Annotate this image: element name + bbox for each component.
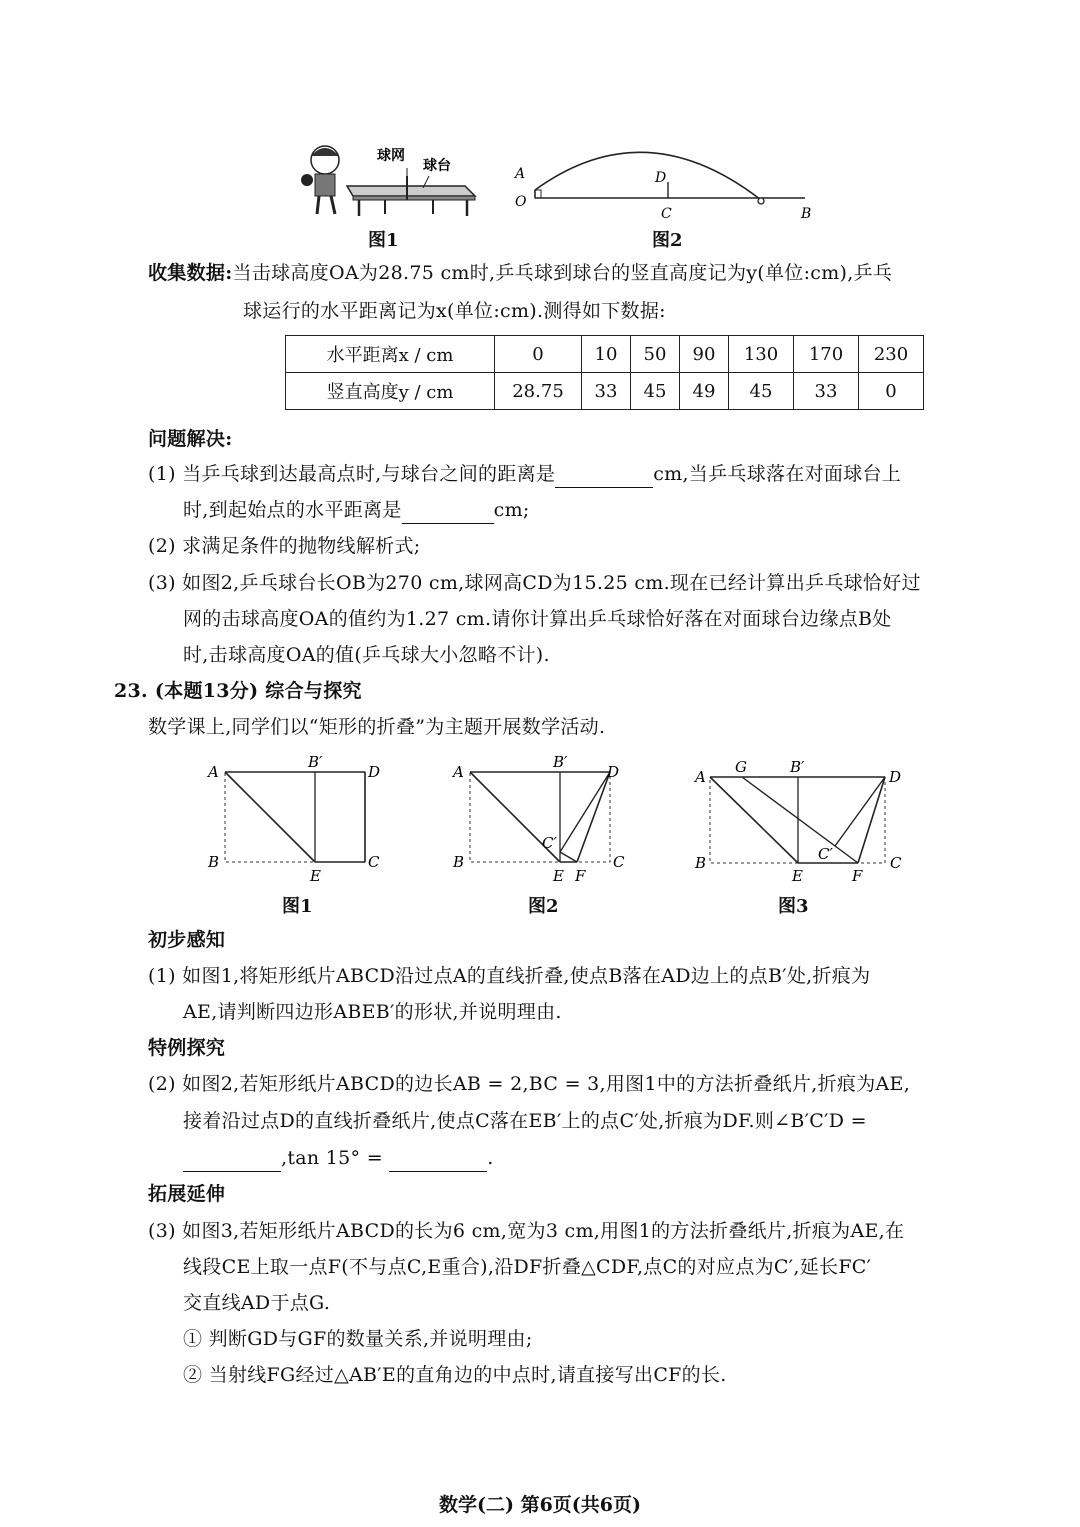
figure-1-caption: 图1 <box>368 230 399 251</box>
q23-p2-line1: (2) 如图2,若矩形纸片ABCD的边长AB = 2,BC = 3,用图1中的方法折叠纸片,折痕为AE, <box>148 1073 911 1095</box>
label-table: 球台 <box>423 158 451 174</box>
point-C: C <box>890 854 902 872</box>
point-B: B <box>801 206 812 222</box>
table-row-x <box>286 336 924 373</box>
table-cell: 90 <box>680 336 729 373</box>
fold-figure-2-caption: 图2 <box>528 896 559 917</box>
table-cell: 130 <box>729 336 794 373</box>
fold-figure-1-caption: 图1 <box>282 896 313 917</box>
q23-title: 23. (本题13分) 综合与探究 <box>114 680 362 702</box>
point-D: D <box>368 763 381 781</box>
q23-p3-item1: ① 判断GD与GF的数量关系,并说明理由; <box>183 1328 533 1350</box>
q23-p2-text-d: . <box>487 1147 494 1169</box>
q1-text-d: cm; <box>493 499 530 521</box>
point-D: D <box>889 768 902 786</box>
point-E: E <box>792 867 803 885</box>
q23-p3-line3: 交直线AD于点G. <box>183 1292 331 1314</box>
table-cell: 33 <box>582 373 631 410</box>
paddle-icon <box>301 174 313 186</box>
point-C: C <box>368 853 380 871</box>
problem-q2: (2) 求满足条件的抛物线解析式; <box>148 535 421 557</box>
problem-heading: 问题解决: <box>148 428 233 450</box>
point-D: D <box>607 763 620 781</box>
section-heading-extension: 拓展延伸 <box>148 1183 226 1205</box>
fold-figure-3-caption: 图3 <box>778 896 809 917</box>
fold-figure-2 <box>445 755 635 885</box>
point-C: C <box>613 853 625 871</box>
point-B: B <box>453 853 465 871</box>
q23-p3-item2: ② 当射线FG经过△AB′E的直角边的中点时,请直接写出CF的长. <box>183 1364 727 1386</box>
q1-text-a: (1) 当乒乓球到达最高点时,与球台之间的距离是 <box>148 463 556 485</box>
ball-trajectory <box>535 152 761 200</box>
point-E: E <box>553 867 564 885</box>
point-D: D <box>655 170 667 186</box>
table-cell: 28.75 <box>495 373 582 410</box>
data-table <box>285 335 924 410</box>
point-C: C <box>661 206 672 222</box>
table-cell: 45 <box>729 373 794 410</box>
figure-1-pingpong-illustration <box>295 140 485 220</box>
table-cell: 50 <box>631 336 680 373</box>
figure-2-caption: 图2 <box>652 230 683 251</box>
problem-q1-line1 <box>148 460 901 488</box>
point-C-prime: C′ <box>542 834 557 852</box>
q23-p3-line2: 线段CE上取一点F(不与点C,E重合),沿DF折叠△CDF,点C的对应点为C′,延长FC′ <box>183 1256 872 1278</box>
answer-blank-angle[interactable] <box>183 1151 281 1172</box>
fold-figure-3 <box>690 755 910 885</box>
figure-2-trajectory <box>505 140 835 230</box>
table-cell: 45 <box>631 373 680 410</box>
table-cell: 0 <box>495 336 582 373</box>
point-B-prime: B′ <box>553 755 568 771</box>
collect-line-1 <box>148 259 892 287</box>
table-cell: 170 <box>794 336 859 373</box>
point-F: F <box>575 867 586 885</box>
problem-q1-line2 <box>183 496 530 524</box>
section-heading-special: 特例探究 <box>148 1037 226 1059</box>
point-B-prime: B′ <box>790 758 805 776</box>
table-header-x: 水平距离x / cm <box>286 336 495 373</box>
problem-q3-line1: (3) 如图2,乒乓球台长OB为270 cm,球网高CD为15.25 cm.现在已经计算出乒乓球恰好过 <box>148 572 921 594</box>
q23-intro: 数学课上,同学们以“矩形的折叠”为主题开展数学活动. <box>148 716 606 738</box>
collect-heading: 收集数据: <box>148 262 233 284</box>
table-header-y: 竖直高度y / cm <box>286 373 495 410</box>
table-cell: 33 <box>794 373 859 410</box>
point-C-prime: C′ <box>818 845 833 863</box>
q23-p3-line1: (3) 如图3,若矩形纸片ABCD的长为6 cm,宽为3 cm,用图1的方法折叠纸片,折痕为AE,在 <box>148 1220 905 1242</box>
label-net: 球网 <box>377 148 405 164</box>
problem-q3-line2: 网的击球高度OA的值约为1.27 cm.请你计算出乒乓球恰好落在对面球台边缘点B处 <box>183 608 892 630</box>
landing-point <box>758 198 764 204</box>
q23-p2-text-c: ,tan 15° = <box>281 1147 383 1169</box>
table-cell: 49 <box>680 373 729 410</box>
fold-figure-1 <box>200 755 390 885</box>
table-row-y <box>286 373 924 410</box>
answer-blank-max-height[interactable] <box>555 467 653 488</box>
point-A: A <box>208 763 219 781</box>
collect-text-1: 当击球高度OA为28.75 cm时,乒乓球到球台的竖直高度记为y(单位:cm),乒乓 <box>232 262 893 284</box>
point-A: A <box>453 763 464 781</box>
point-E: E <box>310 867 321 885</box>
problem-q3-line3: 时,击球高度OA的值(乒乓球大小忽略不计). <box>183 644 550 666</box>
q1-text-b: cm,当乒乓球落在对面球台上 <box>653 463 902 485</box>
q23-p1-line1: (1) 如图1,将矩形纸片ABCD沿过点A的直线折叠,使点B落在AD边上的点B′处,折痕为 <box>148 965 871 987</box>
q1-text-c: 时,到起始点的水平距离是 <box>183 499 402 521</box>
page-footer: 数学(二) 第6页(共6页) <box>438 1494 641 1516</box>
collect-line-2: 球运行的水平距离记为x(单位:cm).测得如下数据: <box>243 300 666 322</box>
q23-p2-line3 <box>183 1144 494 1172</box>
table-cell: 230 <box>859 336 924 373</box>
point-A: A <box>695 768 706 786</box>
section-heading-initial: 初步感知 <box>148 929 226 951</box>
point-F: F <box>852 867 863 885</box>
answer-blank-tan15[interactable] <box>389 1151 487 1172</box>
point-B-prime: B′ <box>308 755 323 771</box>
q23-p2-line2: 接着沿过点D的直线折叠纸片,使点C落在EB′上的点C′处,折痕为DF.则∠B′C′D = <box>183 1110 867 1132</box>
point-B: B <box>208 853 220 871</box>
table-cell: 0 <box>859 373 924 410</box>
point-G: G <box>735 758 747 776</box>
point-A: A <box>515 166 526 182</box>
point-B: B <box>695 854 707 872</box>
pingpong-table <box>347 186 475 196</box>
answer-blank-distance[interactable] <box>402 503 494 524</box>
point-O: O <box>515 194 527 210</box>
q23-p1-line2: AE,请判断四边形ABEB′的形状,并说明理由. <box>183 1001 562 1023</box>
table-cell: 10 <box>582 336 631 373</box>
